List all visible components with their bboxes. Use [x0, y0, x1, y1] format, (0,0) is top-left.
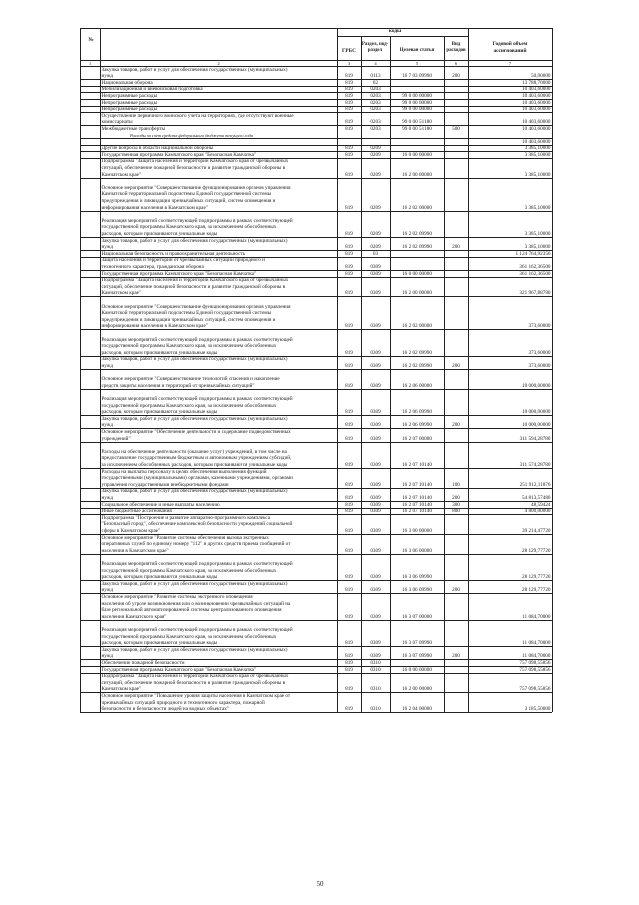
row-amount: 373,60000 — [528, 349, 551, 356]
row-section: 0309 — [370, 462, 381, 468]
row-target-article: 16 2 02 00000 — [402, 323, 432, 330]
row-section: 0310 — [370, 706, 381, 713]
row-grbs: 819 — [345, 574, 353, 581]
row-section: 0309 — [370, 613, 381, 620]
row-amount: 757 098,55856 — [519, 666, 551, 673]
row-grbs: 819 — [345, 204, 353, 211]
row-description: Непрограммные расходы — [101, 99, 158, 106]
row-description: государственной программы Камчатского края, за исключением обособленных — [101, 224, 277, 231]
row-description: Реализация мероприятий соответствующей подпрограммы в рамках соответствующей — [101, 336, 293, 343]
row-section: 0203 — [370, 106, 381, 113]
row-description: государственными (муниципальными) органами, казенными учреждениями, органами — [101, 475, 293, 482]
row-target-article: 16 3 07 09990 — [402, 640, 432, 647]
row-grbs: 819 — [345, 231, 353, 237]
row-description: Закупка товаров, работ и услуг для обеспечения государственных (муниципальных) — [101, 237, 288, 244]
column-number: 6 — [454, 60, 458, 66]
header-target-article: Целевая статья — [399, 48, 435, 53]
row-description: Основное мероприятие "Развитие системы экстренного оповещения — [101, 594, 253, 600]
row-section: 0309 — [370, 587, 381, 594]
row-description: ситуаций, обеспечение пожарной безопасности и развитие гражданской обороны в — [101, 679, 286, 686]
row-amount: 4 800,00000 — [524, 508, 551, 515]
row-amount: 28 129,77720 — [521, 574, 551, 581]
row-rule — [80, 620, 552, 621]
row-amount: 3 385,10000 — [524, 145, 551, 152]
row-description: расходов, которым присваиваются уникальные коды — [101, 574, 218, 581]
row-description: Основное мероприятие "Совершенствование функционирования органов управления — [101, 303, 291, 310]
row-section: 0309 — [370, 640, 381, 647]
row-description: комиссариаты — [101, 119, 133, 126]
row-grbs: 819 — [345, 244, 353, 251]
row-amount: 251 912,11876 — [519, 481, 551, 488]
row-target-article: 99 0 00 00000 — [402, 106, 432, 113]
row-target-article: 16 2 02 09990 — [402, 244, 432, 251]
row-target-article: 16 2 07 10140 — [402, 508, 432, 515]
row-description: Закупка товаров, работ и услуг для обеспечения государственных (муниципальных) — [101, 415, 288, 422]
row-description: управления государственными внебюджетными фондами — [101, 481, 229, 488]
row-description: учреждений" — [101, 435, 131, 442]
row-section: 0309 — [370, 481, 381, 488]
row-grbs: 819 — [345, 409, 353, 416]
table-top-rule — [80, 28, 552, 29]
row-amount: 311 574,28780 — [519, 462, 551, 468]
row-target-article: 16 2 00 00000 — [402, 171, 432, 178]
row-grbs: 819 — [345, 250, 353, 257]
row-expense-type: 500 — [452, 126, 460, 132]
row-target-article: 16 2 02 09990 — [402, 231, 432, 237]
row-amount: 373,60000 — [528, 323, 551, 330]
row-section: 0309 — [370, 363, 381, 369]
header-number-label: № — [88, 37, 94, 43]
row-grbs: 819 — [345, 382, 353, 389]
row-description: нужд — [101, 495, 114, 501]
row-description: оперативных служб по единому номеру "112" и других средств приема сообщений от — [101, 541, 291, 548]
row-grbs: 819 — [345, 660, 353, 666]
row-grbs: 819 — [345, 106, 353, 113]
row-description: государственной программы Камчатского края, за исключением обособленных — [101, 402, 277, 409]
row-amount: 1 124 764,92356 — [515, 250, 551, 257]
row-section: 0209 — [370, 171, 381, 178]
row-description: Непрограммные расходы — [101, 106, 158, 113]
row-description: расходов, которым присваиваются уникальные коды — [101, 409, 218, 416]
row-description: государственной программы Камчатского края, за исключением обособленных — [101, 343, 277, 350]
row-amount: 10 403,60000 — [521, 126, 551, 132]
row-grbs: 819 — [345, 349, 353, 356]
row-grbs: 819 — [345, 171, 353, 178]
row-section: 0209 — [370, 231, 381, 237]
row-description: Расходы на обеспечение деятельности (оказание услуг) учреждений, в том числе на — [101, 448, 287, 455]
header-grbs: ГРБС — [342, 48, 356, 54]
table-right-rule — [552, 28, 553, 712]
row-grbs: 819 — [345, 501, 353, 508]
header-bottom-rule — [80, 60, 552, 61]
row-grbs: 819 — [345, 290, 353, 297]
row-target-article: 16 3 07 09990 — [402, 653, 432, 660]
row-target-article: 16 2 02 09990 — [402, 349, 432, 356]
row-description: Подпрограмма "Построение и развитие аппаратно-программного комплекса — [101, 514, 271, 521]
row-amount: 48,59424 — [531, 501, 551, 508]
row-target-article: 99 0 00 00000 — [402, 99, 432, 106]
row-expense-type: 200 — [452, 73, 460, 80]
row-description: нужд — [101, 653, 114, 660]
row-grbs: 819 — [345, 495, 353, 501]
row-section: 03 — [372, 250, 379, 257]
row-grbs: 819 — [345, 547, 353, 554]
row-description: нужд — [101, 244, 114, 251]
row-amount: 321 967,88780 — [519, 290, 551, 297]
row-description: Социальное обеспечение и иные выплаты населению — [101, 501, 220, 508]
header-razdel-text: Раздел, под-раздел — [361, 42, 389, 53]
row-grbs: 819 — [345, 686, 353, 693]
row-description: Обеспечение пожарной безопасности — [101, 660, 185, 666]
row-description: населения об угрозе возникновения или о возникновении чрезвычайных ситуаций на — [101, 600, 291, 607]
row-section: 0310 — [370, 660, 381, 666]
row-description: расходов, которым присваиваются уникальные коды — [101, 640, 218, 647]
row-amount: 10 403,60000 — [521, 138, 551, 145]
row-section: 0209 — [370, 151, 381, 158]
header-expense-type — [444, 42, 468, 54]
row-section: 0309 — [370, 422, 381, 429]
row-amount: 373,60000 — [528, 363, 551, 369]
row-description: нужд — [101, 363, 114, 369]
row-target-article: 16 2 00 00000 — [402, 686, 432, 693]
row-description: предупреждения и ликвидации чрезвычайных ситуаций, систем оповещения и — [101, 198, 276, 204]
row-target-article: 99 0 00 00000 — [402, 93, 432, 99]
row-description: Межбюджетные трансферты — [101, 126, 166, 132]
row-description: расходов, которым присваиваются уникальные коды — [101, 349, 218, 356]
row-rule — [80, 712, 552, 713]
table-left-rule — [80, 28, 81, 712]
row-rule — [80, 178, 552, 179]
row-description: Подпрограмма "Защита населения и территорий Камчатского края от чрезвычайных — [101, 673, 289, 680]
row-amount: 10 403,60000 — [521, 86, 551, 93]
row-description: Иные бюджетные ассигнования — [101, 508, 172, 515]
row-grbs: 819 — [345, 323, 353, 330]
row-target-article: 99 0 00 51180 — [402, 119, 432, 126]
row-rule — [80, 211, 552, 212]
row-grbs: 819 — [345, 481, 353, 488]
row-description: Камчатской территориальной подсистемы Единой государственной системы — [101, 191, 272, 198]
page-number: 50 — [316, 880, 324, 888]
row-section: 0310 — [370, 666, 381, 673]
row-description: ситуаций, обеспечение пожарной безопасности и развитие гражданской обороны в — [101, 283, 286, 290]
row-section: 0203 — [370, 86, 381, 93]
row-grbs: 819 — [345, 528, 353, 534]
row-description: Реализация мероприятий соответствующей подпрограммы в рамках соответствующей — [101, 627, 293, 633]
row-section: 0309 — [370, 495, 381, 501]
row-target-article: 16 2 06 00000 — [402, 382, 432, 389]
row-amount: 54 813,57480 — [521, 495, 551, 501]
row-description: Национальная безопасность и правоохранительная деятельность — [101, 250, 246, 257]
row-description: Осуществление первичного воинского учета на территориях, где отсутствуют военные — [101, 112, 294, 119]
row-target-article: 16 2 07 10140 — [402, 495, 432, 501]
row-expense-type: 100 — [452, 481, 460, 488]
row-description: населения Камчатского края" — [101, 613, 167, 620]
row-amount: 3 385,10000 — [524, 171, 551, 178]
header-expense-type-text: Вид расходов — [446, 42, 466, 53]
row-target-article: 16 0 00 00000 — [402, 270, 432, 277]
row-description: Подпрограмма "Защита населения и территорий Камчатского края от чрезвычайных — [101, 277, 289, 284]
row-description: Подпрограмма "Защита населения и территорий Камчатского края от чрезвычайных — [101, 158, 289, 165]
row-target-article: 99 0 00 51180 — [402, 126, 432, 132]
row-target-article: 16 2 04 00000 — [402, 706, 432, 713]
row-description: чрезвычайных ситуаций природного и техногенного характера, пожарной — [101, 699, 265, 706]
row-target-article: 16 2 06 09990 — [402, 422, 432, 429]
row-description: предоставление государственным бюджетным и автономным учреждениям субсидий, — [101, 455, 292, 462]
row-description: Мобилизационная и вневойсковая подготовка — [101, 86, 203, 93]
row-section: 0309 — [370, 653, 381, 660]
row-description: Закупка товаров, работ и услуг для обеспечения государственных (муниципальных) — [101, 66, 288, 73]
row-grbs: 819 — [345, 640, 353, 647]
row-expense-type: 800 — [452, 508, 460, 515]
row-grbs: 819 — [345, 264, 353, 270]
row-amount: 10 403,60000 — [521, 119, 551, 126]
row-description: информирования населения в Камчатском крае" — [101, 204, 208, 211]
row-amount: 757 098,55856 — [519, 686, 551, 693]
row-expense-type: 200 — [452, 422, 460, 429]
row-amount: 28 129,77720 — [521, 547, 551, 554]
row-grbs: 819 — [345, 363, 353, 369]
row-description: Закупка товаров, работ и услуг для обеспечения государственных (муниципальных) — [101, 580, 288, 587]
row-description: нужд — [101, 422, 114, 429]
row-amount: 3 185,50000 — [524, 706, 551, 713]
row-description: за исключением обособленных расходов, которым присваиваются уникальные коды — [101, 462, 288, 468]
row-description: безопасности и безопасности людей на водных объектах" — [101, 706, 229, 713]
column-number: 5 — [415, 60, 419, 66]
row-section: 0309 — [370, 574, 381, 581]
row-section: 0203 — [370, 119, 381, 126]
row-amount: 3 385,10000 — [524, 204, 551, 211]
row-target-article: 16 2 07 00000 — [402, 435, 432, 442]
row-amount: 28 129,77720 — [521, 587, 551, 594]
row-section: 0209 — [370, 204, 381, 211]
row-description: Камчатском крае" — [101, 686, 142, 693]
row-section: 0309 — [370, 349, 381, 356]
row-description: Камчатском крае" — [101, 290, 142, 297]
row-expense-type: 300 — [452, 501, 460, 508]
header-razdel — [361, 42, 389, 54]
row-section: 0309 — [370, 528, 381, 534]
row-rule — [80, 389, 552, 390]
row-amount: 10 000,00000 — [521, 409, 551, 416]
row-section: 0203 — [370, 126, 381, 132]
row-rule — [80, 554, 552, 555]
row-rule — [80, 442, 552, 443]
row-description: Закупка товаров, работ и услуг для обеспечения государственных (муниципальных) — [101, 646, 288, 653]
row-description: нужд — [101, 587, 114, 594]
row-amount: 3 385,10000 — [524, 151, 551, 158]
federal-budget-note: Расходы за счет средств федерального бюджета текущего года — [130, 132, 253, 138]
row-description: средств защиты населения и территорий от чрезвычайных ситуаций" — [101, 382, 255, 389]
row-target-article: 16 3 06 09990 — [402, 574, 432, 581]
row-description: предупреждения и ликвидации чрезвычайных ситуаций, систем оповещения и — [101, 316, 276, 323]
row-target-article: 16 3 07 00000 — [402, 613, 432, 620]
column-number: 1 — [88, 60, 92, 66]
row-target-article: 16 3 06 00000 — [402, 547, 432, 554]
row-description: базе региональной автоматизированной системы централизованного оповещения — [101, 607, 282, 614]
row-grbs: 819 — [345, 145, 353, 152]
header-sum-line1: Годовой объем — [492, 41, 528, 47]
row-amount: 361 162,36500 — [519, 264, 551, 270]
row-target-article: 16 7 03 09990 — [402, 73, 432, 80]
row-section: 0309 — [370, 547, 381, 554]
row-description: Национальная оборона — [101, 79, 153, 86]
row-description: Государственная программа Камчатского края "Безопасная Камчатка" — [101, 666, 257, 673]
row-amount: 3 385,10000 — [524, 244, 551, 251]
row-description: Непрограммные расходы — [101, 93, 158, 99]
row-target-article: 16 3 00 00000 — [402, 528, 432, 534]
row-description: расходов, которым присваиваются уникальные коды — [101, 231, 218, 237]
row-target-article: 16 2 06 09990 — [402, 409, 432, 416]
row-description: ситуаций, обеспечение пожарной безопасности и развитие гражданской обороны в — [101, 165, 286, 171]
row-description: Защита населения и территории от чрезвычайных ситуаций природного и — [101, 257, 265, 264]
row-rule — [80, 296, 552, 297]
row-amount: 361 162,36500 — [519, 270, 551, 277]
row-description: Государственная программа Камчатского края "Безопасная Камчатка" — [101, 151, 257, 158]
row-section: 0203 — [370, 99, 381, 106]
column-number: 7 — [508, 60, 512, 66]
row-description: Государственная программа Камчатского края "Безопасная Камчатка" — [101, 270, 257, 277]
row-section: 0310 — [370, 686, 381, 693]
row-amount: 39 214,47720 — [521, 528, 551, 534]
row-section: 02 — [372, 79, 379, 86]
row-target-article: 16 2 07 10140 — [402, 501, 432, 508]
row-rule — [80, 329, 552, 330]
row-description: Основное мероприятие "Совершенствование технологий спасения и накопление — [101, 376, 280, 383]
row-expense-type: 200 — [452, 244, 460, 251]
row-grbs: 819 — [345, 706, 353, 713]
row-description: нужд — [101, 73, 114, 80]
row-target-article: 16 0 00 00000 — [402, 666, 432, 673]
row-section: 0309 — [370, 264, 381, 270]
row-grbs: 819 — [345, 73, 353, 80]
row-description: Закупка товаров, работ и услуг для обеспечения государственных (муниципальных) — [101, 356, 288, 363]
row-grbs: 819 — [345, 613, 353, 620]
row-section: 0209 — [370, 244, 381, 251]
row-section: 0209 — [370, 145, 381, 152]
row-grbs: 819 — [345, 86, 353, 93]
row-description: Другие вопросы в области национальной обороны — [101, 145, 214, 152]
column-number: 3 — [347, 60, 351, 66]
row-amount: 10 000,00000 — [521, 422, 551, 429]
header-sum-line2: ассигнований — [493, 48, 527, 54]
row-description: Реализация мероприятий соответствующей подпрограммы в рамках соответствующей — [101, 561, 293, 567]
row-section: 0309 — [370, 270, 381, 277]
row-description: сферы в Камчатском крае" — [101, 528, 161, 534]
row-amount: 3 385,10000 — [524, 231, 551, 237]
row-description: Основное мероприятие "Повышение уровня защиты населения в Камчатском крае от — [101, 693, 291, 699]
row-description: государственной программы Камчатского края, за исключением обособленных — [101, 567, 277, 574]
row-amount: 13 788,70000 — [521, 79, 551, 86]
codes-rule — [337, 36, 468, 37]
row-expense-type: 200 — [452, 653, 460, 660]
row-description: техногенного характера, гражданская оборона — [101, 264, 204, 270]
row-section: 0309 — [370, 501, 381, 508]
row-description: Камчатской территориальной подсистемы Единой государственной системы — [101, 310, 272, 317]
row-description: Реализация мероприятий соответствующей подпрограммы в рамках соответствующей — [101, 217, 293, 224]
row-description: Основное мероприятие "Совершенствование функционирования органов управления — [101, 184, 291, 191]
row-grbs: 819 — [345, 422, 353, 429]
row-target-article: 16 2 07 10140 — [402, 481, 432, 488]
row-grbs: 819 — [345, 151, 353, 158]
row-target-article: 16 3 06 09990 — [402, 587, 432, 594]
row-grbs: 819 — [345, 666, 353, 673]
row-expense-type: 200 — [452, 587, 460, 594]
row-description: Реализация мероприятий соответствующей подпрограммы в рамках соответствующей — [101, 396, 293, 402]
row-section: 0309 — [370, 290, 381, 297]
row-amount: 11 084,70000 — [522, 640, 551, 647]
row-section: 0309 — [370, 508, 381, 515]
row-target-article: 16 2 00 00000 — [402, 290, 432, 297]
row-grbs: 819 — [345, 462, 353, 468]
row-target-article: 16 2 07 10140 — [402, 462, 432, 468]
row-description: государственной программы Камчатского края, за исключением обособленных — [101, 633, 277, 640]
row-grbs: 819 — [345, 270, 353, 277]
row-grbs: 819 — [345, 435, 353, 442]
row-target-article: 16 2 02 00000 — [402, 204, 432, 211]
row-amount: 10 000,00000 — [521, 382, 551, 389]
row-grbs: 819 — [345, 99, 353, 106]
row-amount: 11 084,70000 — [522, 613, 551, 620]
row-target-article: 16 2 02 09990 — [402, 363, 432, 369]
row-description: информирования населения в Камчатском крае" — [101, 323, 208, 330]
row-grbs: 819 — [345, 126, 353, 132]
row-amount: 757 098,55856 — [519, 660, 551, 666]
row-description: населения в Камчатском крае" — [101, 547, 169, 554]
row-amount: 50,00000 — [531, 73, 551, 80]
row-amount: 10 403,60000 — [521, 106, 551, 113]
row-section: 0309 — [370, 409, 381, 416]
row-description: "Безопасный город", обеспечение комплексной безопасности учреждений социальной — [101, 521, 293, 528]
row-description: Камчатском крае" — [101, 171, 142, 178]
row-grbs: 819 — [345, 508, 353, 515]
row-expense-type: 200 — [452, 363, 460, 369]
header-codes-label: коды — [388, 28, 402, 34]
row-section: 0203 — [370, 93, 381, 99]
row-section: 0309 — [370, 382, 381, 389]
row-target-article: 16 0 00 00000 — [402, 151, 432, 158]
row-description: Основное мероприятие "Обеспечение деятельности и содержание подведомственных — [101, 429, 291, 435]
row-grbs: 819 — [345, 79, 353, 86]
row-rule — [80, 369, 552, 370]
row-grbs: 819 — [345, 119, 353, 126]
row-description: Расходы на выплаты персоналу в целях обеспечения выполнения функций — [101, 468, 267, 475]
row-description: Закупка товаров, работ и услуг для обеспечения государственных (муниципальных) — [101, 488, 288, 495]
row-expense-type: 200 — [452, 495, 460, 501]
row-grbs: 819 — [345, 653, 353, 660]
column-number: 2 — [217, 60, 220, 66]
column-number: 4 — [374, 60, 377, 66]
row-section: 0309 — [370, 323, 381, 330]
row-grbs: 819 — [345, 587, 353, 594]
row-grbs: 819 — [345, 93, 353, 99]
row-section: 0309 — [370, 435, 381, 442]
row-section: 0113 — [370, 73, 381, 80]
row-amount: 10 403,60000 — [521, 99, 551, 106]
row-description: Основное мероприятие "Развитие системы обеспечения вызова экстренных — [101, 534, 269, 541]
row-amount: 11 084,70000 — [522, 653, 551, 660]
row-amount: 10 403,60000 — [521, 93, 551, 99]
row-amount: 311 594,28780 — [519, 435, 551, 442]
